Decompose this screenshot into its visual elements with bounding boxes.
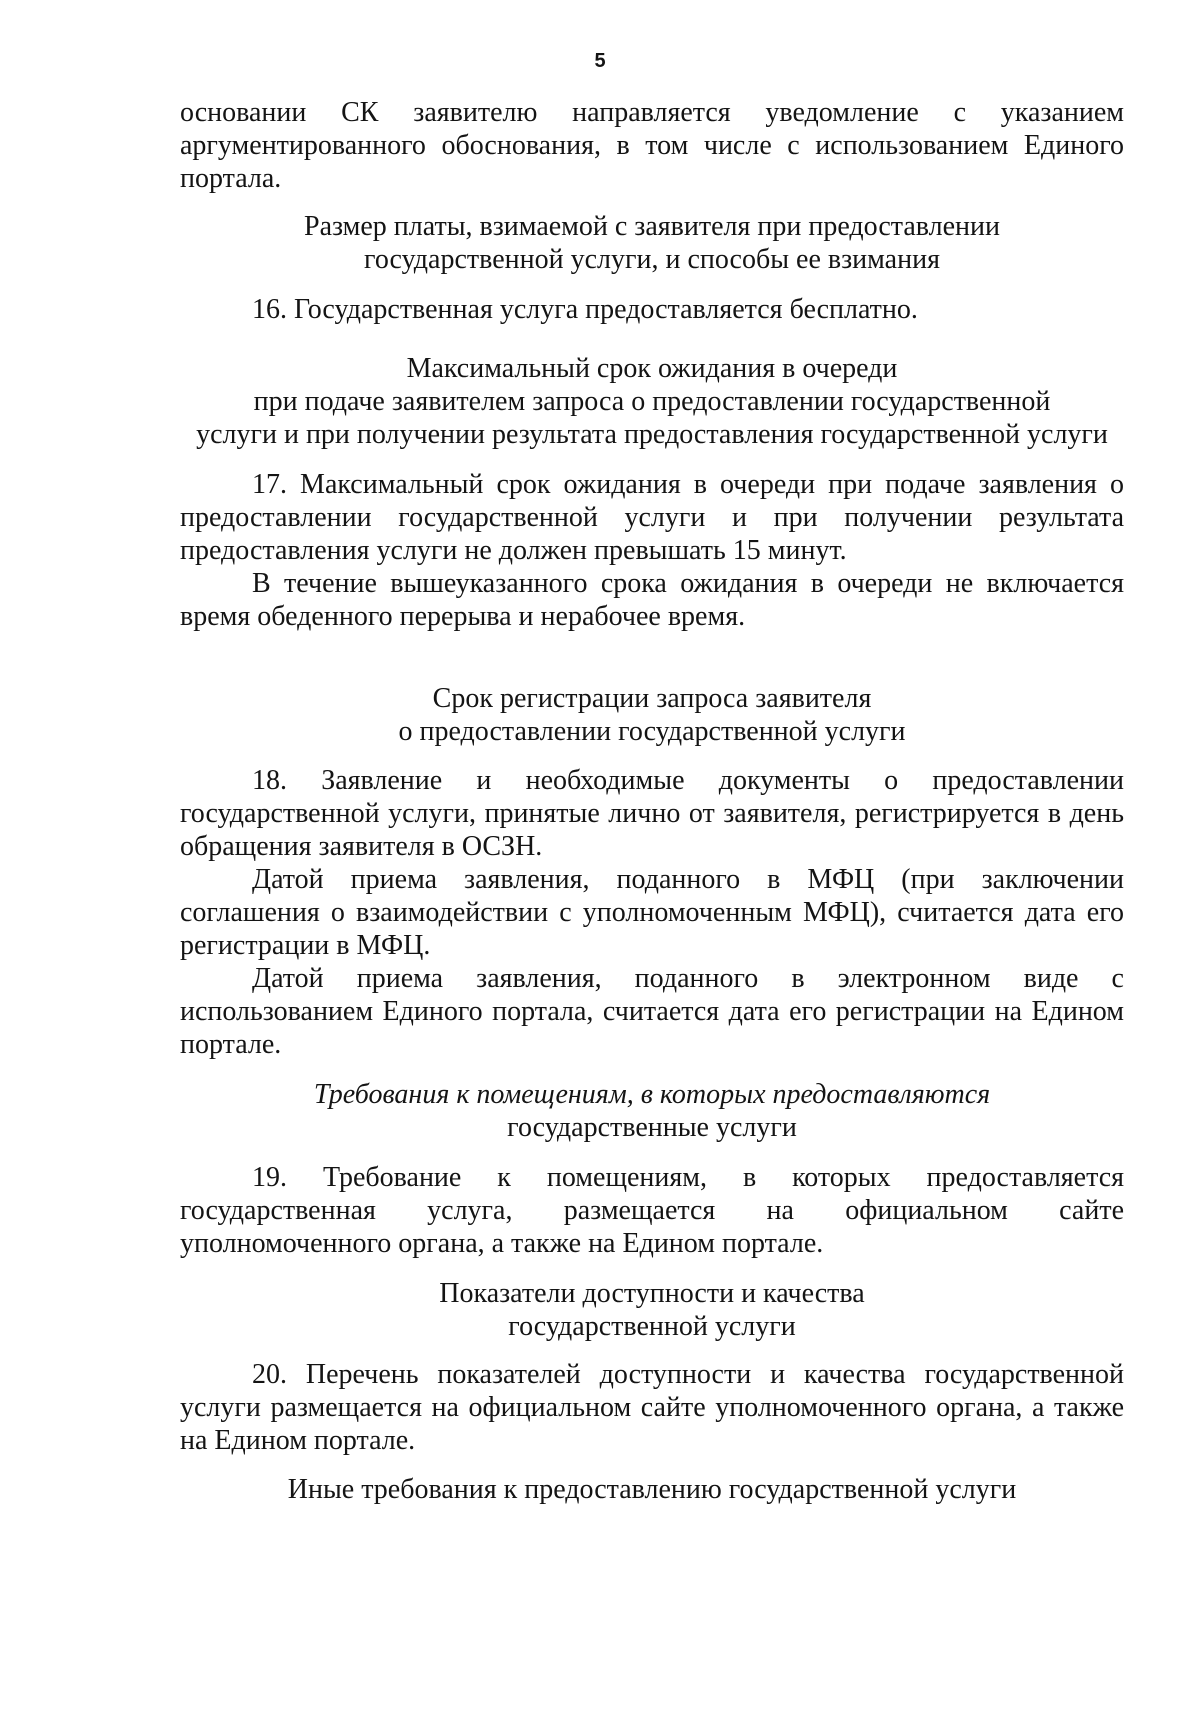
text-line: 17. Максимальный срок ожидания в очереди при подаче заявления о bbox=[252, 469, 1124, 500]
section-heading-queue bbox=[180, 352, 1124, 451]
text-line: 19. Требование к помещениям, в которых предоставляется bbox=[252, 1162, 1124, 1193]
text-line: портале. bbox=[180, 1029, 282, 1060]
continuation-paragraph bbox=[180, 96, 1124, 195]
heading-line: государственные услуги bbox=[507, 1112, 797, 1143]
text-line: услуги размещается на официальном сайте уполномоченного органа, а также bbox=[180, 1392, 1124, 1423]
text-line: предоставления услуги не должен превышать 15 минут. bbox=[180, 535, 847, 566]
paragraph-20 bbox=[180, 1358, 1124, 1457]
text-line: государственной услуги, принятые лично от заявителя, регистрируется в день bbox=[180, 798, 1124, 829]
paragraph-17-continued bbox=[180, 567, 1124, 633]
section-heading-other bbox=[180, 1473, 1124, 1506]
heading-line: Срок регистрации запроса заявителя bbox=[432, 683, 872, 714]
section-heading-registration bbox=[180, 682, 1124, 748]
text-line: уполномоченного органа, а также на Едином портале. bbox=[180, 1228, 824, 1259]
text-line: на Едином портале. bbox=[180, 1425, 416, 1456]
text-line: аргументированного обоснования, в том числе с использованием Единого bbox=[180, 130, 1124, 161]
section-heading-quality bbox=[180, 1277, 1124, 1343]
text-line: 20. Перечень показателей доступности и качества государственной bbox=[252, 1359, 1124, 1390]
page-number: 5 bbox=[594, 50, 606, 72]
heading-line: государственной услуги bbox=[508, 1311, 796, 1342]
paragraph-18-second bbox=[180, 863, 1124, 962]
text-line: 16. Государственная услуга предоставляется бесплатно. bbox=[252, 294, 918, 325]
text-line: Датой приема заявления, поданного в МФЦ (при заключении bbox=[252, 864, 1124, 895]
text-line: использованием Единого портала, считается дата его регистрации на Едином bbox=[180, 996, 1124, 1027]
heading-line: при подаче заявителем запроса о предоставлении государственной bbox=[253, 386, 1051, 417]
heading-line: Иные требования к предоставлению государственной услуги bbox=[287, 1474, 1017, 1505]
section-heading-fee bbox=[180, 210, 1124, 276]
paragraph-18 bbox=[180, 764, 1124, 863]
text-line: 18. Заявление и необходимые документы о предоставлении bbox=[252, 765, 1124, 796]
heading-line: государственной услуги, и способы ее взимания bbox=[364, 244, 940, 275]
text-line: предоставлении государственной услуги и при получении результата bbox=[180, 502, 1124, 533]
text-line: регистрации в МФЦ. bbox=[180, 930, 431, 961]
heading-line: Показатели доступности и качества bbox=[439, 1278, 865, 1309]
text-line: обращения заявителя в ОСЗН. bbox=[180, 831, 543, 862]
text-line: основании СК заявителю направляется уведомление с указанием bbox=[180, 97, 1124, 128]
text-line: государственная услуга, размещается на официальном сайте bbox=[180, 1195, 1124, 1226]
text-line: портала. bbox=[180, 163, 282, 194]
text-line: В течение вышеуказанного срока ожидания в очереди не включается bbox=[252, 568, 1124, 599]
text-line: время обеденного перерыва и нерабочее время. bbox=[180, 601, 746, 632]
heading-line: Размер платы, взимаемой с заявителя при предоставлении bbox=[304, 211, 1000, 242]
text-line: соглашения о взаимодействии с уполномоченным МФЦ), считается дата его bbox=[180, 897, 1124, 928]
heading-line: услуги и при получении результата предоставления государственной услуги bbox=[196, 419, 1108, 450]
heading-line: Требования к помещениям, в которых предоставляются bbox=[313, 1079, 991, 1110]
paragraph-18-third bbox=[180, 962, 1124, 1061]
paragraph-16 bbox=[180, 293, 1124, 326]
text-line: Датой приема заявления, поданного в электронном виде с bbox=[252, 963, 1124, 994]
heading-line: Максимальный срок ожидания в очереди bbox=[406, 353, 898, 384]
paragraph-17 bbox=[180, 468, 1124, 567]
section-heading-premises bbox=[180, 1078, 1124, 1144]
paragraph-19 bbox=[180, 1161, 1124, 1260]
heading-line: о предоставлении государственной услуги bbox=[398, 716, 906, 747]
